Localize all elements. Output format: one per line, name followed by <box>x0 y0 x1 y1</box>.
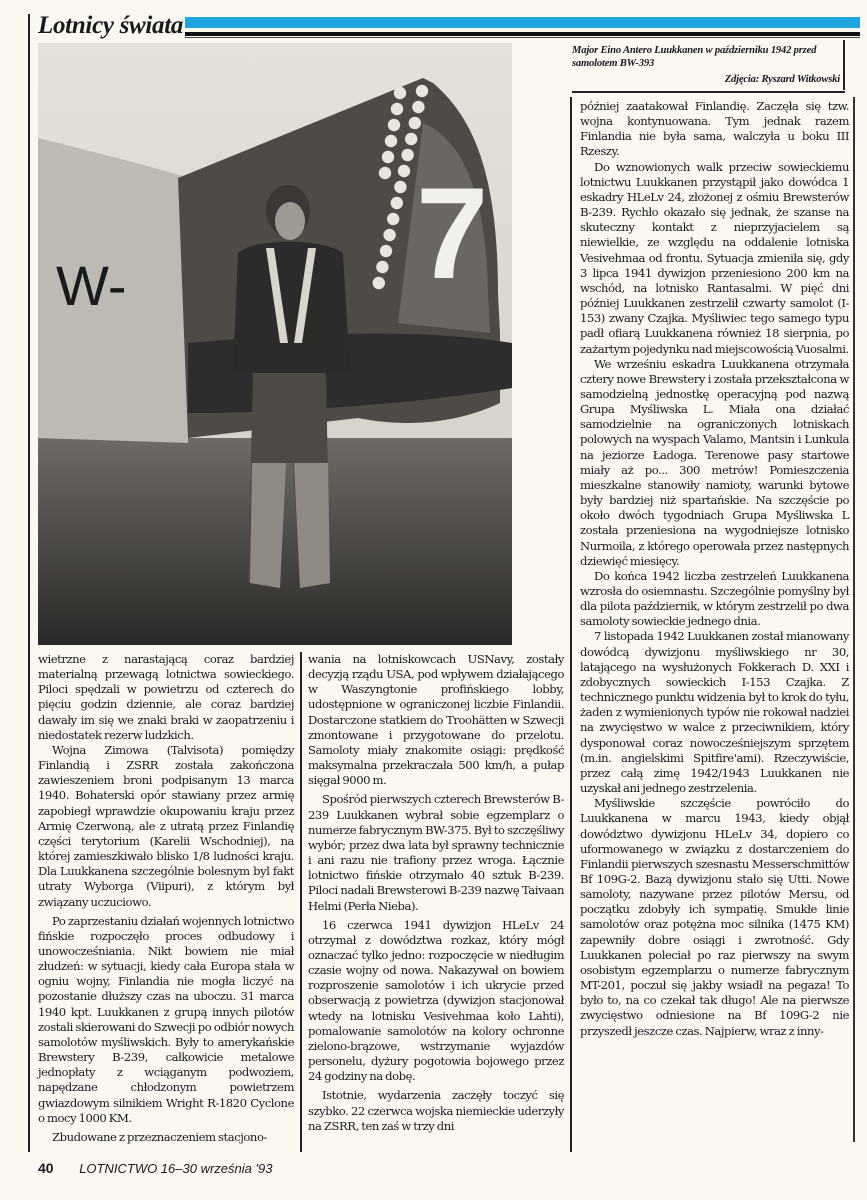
victory-mark <box>391 103 403 115</box>
header-accent-stripe <box>185 17 860 28</box>
column-rule-left-middle <box>300 652 302 1152</box>
paragraph: później zaatakował Finlandię. Zaczęła się tzw. wojna kontynuowana. Tym jednak razem Finlandia nie była sama, walczyła u boku III Rzeszy. <box>580 99 849 159</box>
page-footer <box>38 1160 272 1177</box>
victory-mark <box>388 119 400 131</box>
paragraph: Spośród pierwszych czterech Brewsterów B-239 Luukkanen wybrał sobie egzemplarz o numerze fabrycznym BW-375. Był to szczęśliwy wybór; przez dwa lata był sprawny technicznie i ani razu nie trafiony przez wroga. Łącznie lotnictwo fińskie otrzymało 40 sztuk B-239. Piloci nadali Brewsterowi B-239 nazwę Taivaan Helmi (Perła Nieba). <box>308 792 564 913</box>
fuselage-marking: W- <box>56 254 127 317</box>
victory-mark <box>401 149 413 161</box>
victory-mark <box>416 85 428 97</box>
paragraph: 16 czerwca 1941 dywizjon HLeLv 24 otrzymał z dowództwa rozkaz, który mógł oznaczać tylko jedno: rozpoczęcie w niedługim czasie wojny od nowa. Nakazywał on bowiem rozproszenie samolotów i ich ukrycie przed obserwacją z powietrza (dywizjon stacjonował wtedy na lotnisku Vesivehmaa koło Lahti), pomalowanie samolotów na kolory ochronne zielono-brązowe, wstrzymanie wyjazdów personelu, dyżury pogotowia bojowego przez 24 godziny na dobę. <box>308 917 564 1084</box>
column-rule-right-edge <box>853 97 855 1142</box>
header-left-rule <box>28 14 30 40</box>
paragraph: Do wznowionych walk przeciw sowieckiemu lotnictwu Luukkanen przystąpił jako dowódca 1 eskadry HLeLv 24, złożonej z ośmiu Brewsterów B-239. Rychło okazało się jednak, że szanse na skuteczny kontakt z nieprzyjacielem są niewielkie, ze względu na oddalenie lotniska Vesivehmaa od frontu. Sytuacja zmieniła się, gdy 3 lipca 1941 dywizjon przeniesiono 200 km na wschód, na lotnisko Rantasalmi. W pięć dni później Luukkanen zestrzelił czwarty samolot (I-153) zwany Czajka. Myśliwiec tego samego typu padł ofiarą Luukkanena również 18 sierpnia, po zażartym pojedynku nad miejscowością Vuosalmi. <box>580 159 849 356</box>
victory-mark <box>405 133 417 145</box>
paragraph: Myśliwskie szczęście powróciło do Luukkanena w marcu 1943, kiedy objął dowództwo dywizjonu HLeLv 34, dopiero co uformowanego w związku z dostarczeniem do Finlandii pierwszych szesnastu Messerschmittów Bf 109G-2. Bazą dywizjonu stało się Utti. Nowe samoloty, nazywane przez pilotów Mersu, od początku zdobyły ich sympatię. Smukłe linie samolotów oraz potężna moc silnika (1475 KM) zapewniły dobre osiągi i zwrotność. Gdy Luukkanen poleciał po raz pierwszy na swym osobistym egzemplarzu o numerze fabrycznym MT-201, poczuł się jakby wsiadł na pegaza! To było to, na co czekał tak długo! Ale na pierwsze zwycięstwo odniesione na Bf 109G-2 nie przyszedł jeszcze czas. Najpierw, wraz z inny- <box>580 796 849 1038</box>
paragraph: Wojna Zimowa (Talvisota) pomiędzy Finlandią i ZSRR została zakończona zawieszeniem broni podpisanym 13 marca 1940. Bohaterski opór stawiany przez armię zapobiegł wprawdzie okupowaniu kraju przez Armię Czerwoną, ale z utratą przez Finlandię części terytorium (Karelii Wschodniej), na której zamieszkiwało blisko 1/8 ludności kraju. Dla Luukkanena szczególnie bolesnym byl fakt utraty Wyborga (Viipuri), z którym był związany uczuciowo. <box>38 742 294 909</box>
caption-bottom-rule <box>572 91 845 93</box>
section-title: Lotnicy świata <box>38 12 184 39</box>
article-column-right <box>580 99 849 1039</box>
victory-mark <box>391 197 403 209</box>
victory-mark <box>394 87 406 99</box>
photo-caption <box>572 44 840 86</box>
victory-mark <box>412 101 424 113</box>
tail-number-marking: 7 <box>416 160 489 306</box>
victory-mark <box>383 229 395 241</box>
victory-mark <box>379 167 391 179</box>
paragraph: Zbudowane z przeznaczeniem stacjono- <box>52 1129 267 1144</box>
header-black-stripe <box>185 32 860 36</box>
photo-pilot-with-aircraft <box>38 43 512 645</box>
victory-mark <box>409 117 421 129</box>
caption-text: Major Eino Antero Luukkanen w październiku 1942 przed samolotem BW-393 <box>572 45 817 69</box>
paragraph: wietrzne z narastającą coraz bardziej materialną przewagą lotnictwa sowieckiego. Piloci spędzali w powietrzu od czterech do pięciu godzin dziennie, ale coraz bardziej dawały im się we znaki braki w zaopatrzeniu i niedostatek rezerw ludzkich. <box>38 652 294 742</box>
page-left-rule <box>28 40 30 1152</box>
victory-mark <box>387 213 399 225</box>
publication-info: LOTNICTWO 16–30 września '93 <box>79 1161 273 1176</box>
paragraph: We wrześniu eskadra Luukkanena otrzymała cztery nowe Brewstery i została przekształcona w samodzielną jednostkę operacyjną pod nazwą Grupa Myśliwska L. Miała ona działać samodzielnie na ograniczonych lotniskach polowych na wyspach Valamo, Mantsin i Lunkula na jeziorze Ładoga. Terenowe pasy startowe miały aż po... 300 metrów! Pomieszczenia mieszkalne stanowiły namioty, warunki bytowe były bardziej niż spartańskie. Na szczęście po około dwóch tygodniach Grupa Myśliwska L została przeniesiona na wygodniejsze lotnisko Nurmoila, z którego operowała przez następnych dziewięć miesięcy. <box>580 356 849 568</box>
paragraph: Po zaprzestaniu działań wojennych lotnictwo fińskie rozpoczęło proces odbudowy i unowocześniania. Nikt bowiem nie miał złudzeń: w sytuacji, kiedy cała Europa stała w ogniu wojny, Finlandia nie mogła liczyć na pozostanie dłuższy czas na uboczu. 31 marca 1940 kpt. Luukkanen z grupą innych pilotów zostali skierowani do Szwecji po odbiór nowych samolotów myśliwskich. Były to amerykańskie Brewstery B-239, całkowicie metalowe jednopłaty z wciąganym podwoziem, napędzane chłodzonym powietrzem gwiazdowym silnikiem Wright R-1820 Cyclone o mocy 1000 KM. <box>38 913 294 1125</box>
victory-mark <box>380 245 392 257</box>
victory-mark <box>398 165 410 177</box>
article-column-middle <box>308 652 564 1134</box>
header-thin-stripe <box>185 37 860 38</box>
column-rule-middle-right <box>570 97 572 1152</box>
photo-credit: Zdjęcia: Ryszard Witkowski <box>724 74 840 85</box>
caption-right-rule <box>843 40 845 90</box>
paragraph: 7 listopada 1942 Luukkanen został mianowany dowódcą dywizjonu myśliwskiego nr 30, latającego na wysłużonych Fokkerach D. XXI i zdobycznych sowieckich I-153 Czajka. Z technicznego punktu widzenia był to krok do tyłu, żaden z wymienionych typów nie rokował nadziei na zwycięstwo w walce z przeciwnikiem, który dysponował coraz nowocześniejszym sprzętem (m.in. angielskimi Spitfire'ami). Rzeczywiście, przez całą zimę 1942/1943 Luukkanen nie uzyskał ani jednego zestrzelenia. <box>580 629 849 796</box>
page-number: 40 <box>38 1160 54 1176</box>
victory-mark <box>373 277 385 289</box>
paragraph: Do końca 1942 liczba zestrzeleń Luukkanena wzrosła do osiemnastu. Szczególnie pomyślny był dla pilota październik, w którym zestrzelił po dwa samoloty sowieckie jednego dnia. <box>580 568 849 629</box>
victory-mark <box>376 261 388 273</box>
article-column-left <box>38 652 294 1145</box>
paragraph: wania na lotniskowcach USNavy, zostały decyzją rządu USA, pod wpływem działającego w Waszyngtonie profińskiego lobby, udostępnione w ograniczonej liczbie Finlandii. Dostarczone statkiem do Troohätten w Szwecji zmontowane i przygotowane do przelotu. Samoloty miały znakomite osiągi: prędkość maksymalna przekraczała 500 km/h, a pułap sięgał 9000 m. <box>308 652 564 788</box>
victory-mark <box>394 181 406 193</box>
paragraph: Istotnie, wydarzenia zaczęły toczyć się szybko. 22 czerwca wojska niemieckie uderzyły na ZSRR, ten zaś w trzy dni <box>308 1088 564 1133</box>
victory-mark <box>385 135 397 147</box>
victory-mark <box>382 151 394 163</box>
